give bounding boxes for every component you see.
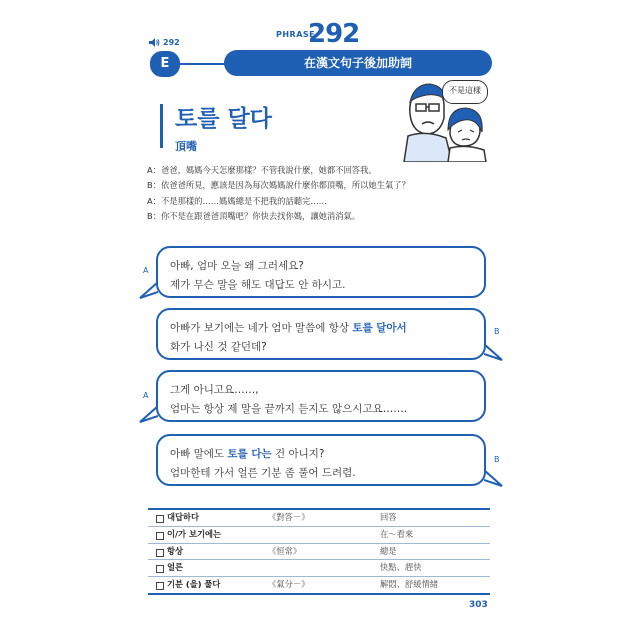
dialogue-line: B：依爸爸所見，應該是因為每次媽媽說什麼你都頂嘴，所以她生氣了？ <box>147 180 410 191</box>
vocab-word: 기분 (을) 풀다 <box>167 579 221 590</box>
page-subtitle: 頂嘴 <box>175 140 197 153</box>
vocab-word: 대답하다 <box>167 512 200 522</box>
speaker-label-a: A <box>143 391 149 400</box>
phrase-number: 292 <box>308 19 360 49</box>
vocab-hanja: 《對答－》 <box>268 512 310 522</box>
phrase-label: PHRASE <box>276 30 316 39</box>
bubble-text: 엄마는 항상 제 말을 끝까지 듣지도 않으시고요……. <box>170 403 408 415</box>
vocab-meaning: 回答 <box>380 512 397 522</box>
dialogue-bubble-a1 <box>156 246 486 298</box>
vocab-row <box>148 527 490 544</box>
page-number: 303 <box>469 600 488 610</box>
speaker-label-b: B <box>494 455 500 464</box>
checkbox-icon[interactable] <box>156 582 164 590</box>
bubble-text: 제가 무슨 말을 해도 대답도 안 하시고. <box>170 279 346 291</box>
dialogue-line: A：爸爸，媽媽今天怎麼那樣？不管我說什麼，她都不回答我。 <box>147 165 377 175</box>
vocab-word: 항상 <box>167 545 184 556</box>
bubble-highlight: 토를 다는 <box>227 448 272 460</box>
speaker-label-b: B <box>494 327 500 336</box>
dialogue-bubble-a2 <box>156 370 486 422</box>
bubble-highlight: 토를 달아서 <box>352 322 407 334</box>
audio-track-number: 292 <box>163 38 180 47</box>
bubble-text: 아빠 말에도 <box>170 448 228 460</box>
vocab-meaning: 解悶、舒緩情緒 <box>380 579 439 590</box>
dialogue-bubble-b2 <box>156 434 486 486</box>
vocab-word: 이/가 보기에는 <box>167 528 222 539</box>
dialogue-bubble-b1 <box>156 308 486 360</box>
checkbox-icon[interactable] <box>156 515 164 523</box>
dialogue-line: A：不是那樣的……媽媽總是不把我的話聽完…… <box>147 195 327 206</box>
illustration-speech-bubble: 不是這樣 <box>442 80 488 104</box>
vocab-meaning: 快點、趕快 <box>380 562 422 573</box>
title-accent-bar <box>160 104 163 148</box>
vocab-meaning: 總是 <box>380 545 397 556</box>
checkbox-icon[interactable] <box>156 565 164 573</box>
section-badge: E <box>150 51 180 77</box>
checkbox-icon[interactable] <box>156 532 164 540</box>
vocab-row <box>148 560 490 577</box>
vocab-row <box>148 577 490 593</box>
vocabulary-table <box>148 508 490 595</box>
vocab-word: 얼른 <box>167 562 184 573</box>
dialogue-translation <box>147 163 487 225</box>
vocab-hanja: 《氣分－》 <box>268 579 310 590</box>
vocab-hanja: 《恒常》 <box>268 545 302 556</box>
speaker-icon <box>149 38 160 47</box>
checkbox-icon[interactable] <box>156 549 164 557</box>
bubble-tail <box>136 406 158 424</box>
bubble-text: 화가 나신 것 같던데? <box>170 341 267 353</box>
speaker-label-a: A <box>143 266 149 275</box>
bubble-text: 건 아니지? <box>271 448 325 460</box>
bubble-text: 아빠가 보기에는 네가 엄마 말씀에 항상 <box>170 322 353 334</box>
topic-heading: 在漢文句子後加助詞 <box>224 50 492 76</box>
bubble-text: 그게 아니고요……, <box>170 384 259 396</box>
bubble-tail <box>484 470 506 488</box>
topic-connector <box>178 63 226 65</box>
dialogue-line: B：你不是在跟爸爸頂嘴吧？你快去找你媽，讓她消消氣。 <box>147 211 361 222</box>
vocab-row <box>148 544 490 561</box>
bubble-tail <box>136 282 158 300</box>
audio-track[interactable] <box>149 38 180 47</box>
vocab-meaning: 在～看來 <box>380 528 414 539</box>
vocab-row <box>148 510 490 527</box>
bubble-text: 아빠, 엄마 오늘 왜 그러세요? <box>170 260 304 272</box>
bubble-tail <box>484 344 506 362</box>
page-title: 토를 달다 <box>175 106 272 132</box>
bubble-text: 엄마한테 가서 얼른 기분 좀 풀어 드려렴. <box>170 467 356 479</box>
